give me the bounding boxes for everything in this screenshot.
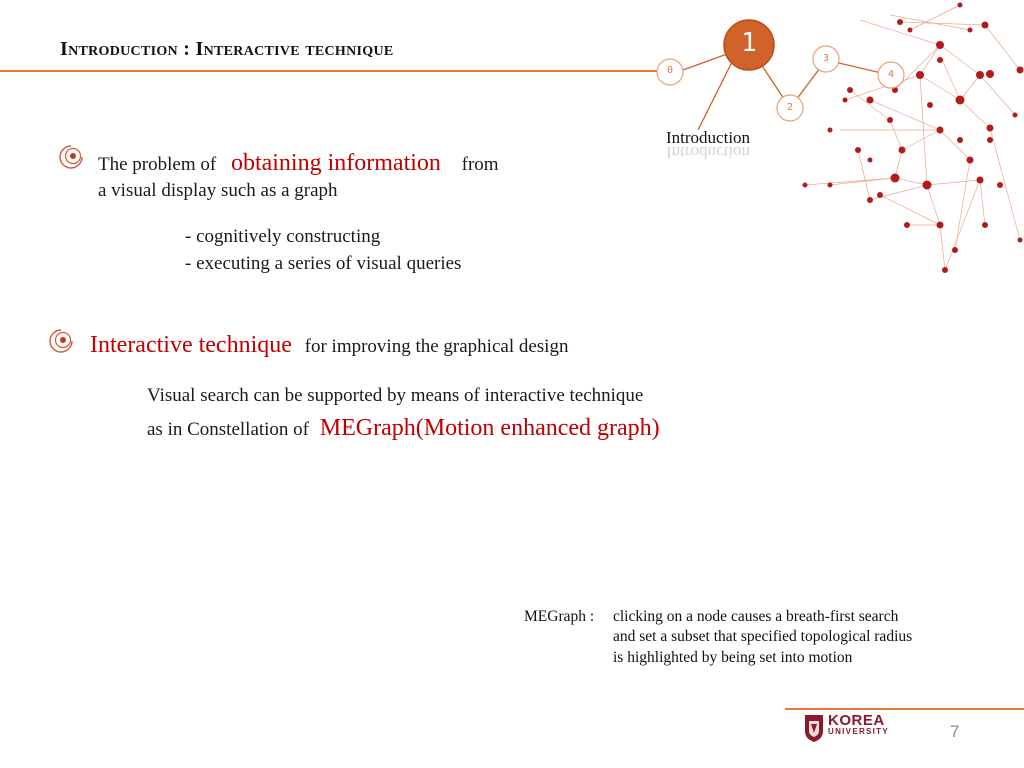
korea-university-crest-icon xyxy=(803,713,825,743)
section1-item-1: - cognitively constructing xyxy=(185,226,381,247)
nav-node-2-label[interactable]: 2 xyxy=(786,102,794,113)
nav-node-4-label[interactable]: 4 xyxy=(887,69,895,80)
section1-line2: a visual display such as a graph xyxy=(98,180,338,201)
section1-text-post: from xyxy=(461,154,499,175)
slide-title: Introduction : Interactive technique xyxy=(60,38,394,60)
title-underline xyxy=(0,70,668,72)
target-bullet-icon xyxy=(48,328,74,354)
footer-rule xyxy=(785,708,1024,710)
note-line-3: is highlighted by being set into motion xyxy=(613,649,853,666)
note-line-1: clicking on a node causes a breath-first search xyxy=(613,608,899,625)
korea-university-logo xyxy=(828,712,890,737)
section2-para-line2 xyxy=(147,415,660,442)
nav-node-3-label[interactable]: 3 xyxy=(822,53,830,64)
megraph-highlight: MEGraph(Motion enhanced graph) xyxy=(319,415,660,441)
section2-para-text: as in Constellation of xyxy=(147,419,310,440)
nav-current-number[interactable]: 1 xyxy=(741,28,757,58)
section2-line1 xyxy=(90,332,568,359)
target-bullet-icon xyxy=(58,144,84,170)
section1-item-2: - executing a series of visual queries xyxy=(185,253,462,274)
section1-text-pre: The problem of xyxy=(98,154,217,175)
section2-para-line1: Visual search can be supported by means of interactive technique xyxy=(147,385,644,406)
logo-line1: KOREA xyxy=(828,712,885,729)
page-number: 7 xyxy=(950,722,960,741)
logo-line2: UNIVERSITY xyxy=(828,727,890,736)
section2-text: for improving the graphical design xyxy=(304,336,569,357)
section2-highlight: Interactive technique xyxy=(90,332,292,358)
nav-section-label: Introduction xyxy=(666,128,751,147)
note-line-2: and set a subset that specified topological radius xyxy=(613,628,913,645)
note-label: MEGraph : xyxy=(524,608,595,625)
section1-highlight: obtaining information xyxy=(230,150,441,176)
nav-section-label-reflection: Introduction xyxy=(666,143,751,162)
nav-node-0-label[interactable]: 0 xyxy=(666,65,674,76)
section1-line1 xyxy=(98,150,499,177)
